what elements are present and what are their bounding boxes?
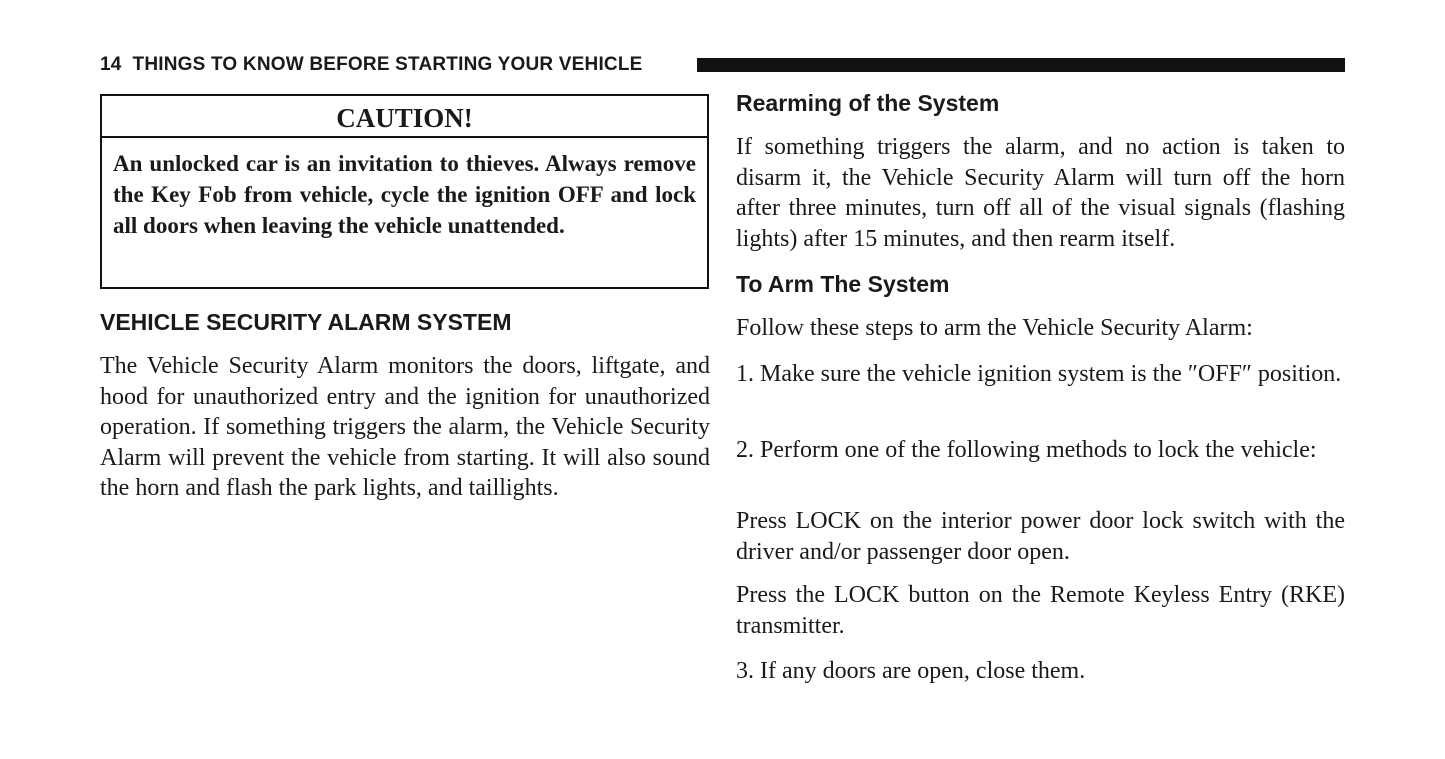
- page-number: 14: [100, 54, 122, 75]
- rearming-heading: Rearming of the System: [736, 90, 1000, 116]
- lock-method-2: Press the LOCK button on the Remote Keyless Entry (RKE) transmitter.: [736, 582, 1345, 639]
- page-header: [100, 54, 643, 76]
- step-2: 2. Perform one of the following methods to lock the vehicle:: [736, 437, 1317, 463]
- alarm-description: The Vehicle Security Alarm monitors the doors, liftgate, and hood for unauthorized entry and the ignition for unauthorized operation. If something triggers the alarm, the Vehicle Security Alarm will prevent the vehicle from starting. It will also sound the horn and flash the park lights, and taillights.: [100, 353, 710, 501]
- section-heading: VEHICLE SECURITY ALARM SYSTEM: [100, 309, 512, 335]
- caution-box: [100, 94, 709, 289]
- step-1: 1. Make sure the vehicle ignition system is the ″OFF″ position.: [736, 361, 1342, 387]
- caution-title: CAUTION!: [102, 96, 707, 138]
- rearming-text: If something triggers the alarm, and no action is taken to disarm it, the Vehicle Security Alarm will turn off the horn after three minutes, turn off all of the visual signals (flashing lights) after 15 minutes, and then rearm itself.: [736, 134, 1345, 252]
- arm-intro: Follow these steps to arm the Vehicle Security Alarm:: [736, 315, 1253, 341]
- section-title: THINGS TO KNOW BEFORE STARTING YOUR VEHICLE: [132, 54, 643, 75]
- caution-body: An unlocked car is an invitation to thieves. Always remove the Key Fob from vehicle, cycle the ignition OFF and lock all doors when leaving the vehicle unattended.: [113, 151, 696, 238]
- header-rule: [697, 58, 1345, 72]
- step-3: 3. If any doors are open, close them.: [736, 658, 1086, 684]
- lock-method-1: Press LOCK on the interior power door lock switch with the driver and/or passenger door open.: [736, 508, 1345, 565]
- arm-heading: To Arm The System: [736, 271, 950, 297]
